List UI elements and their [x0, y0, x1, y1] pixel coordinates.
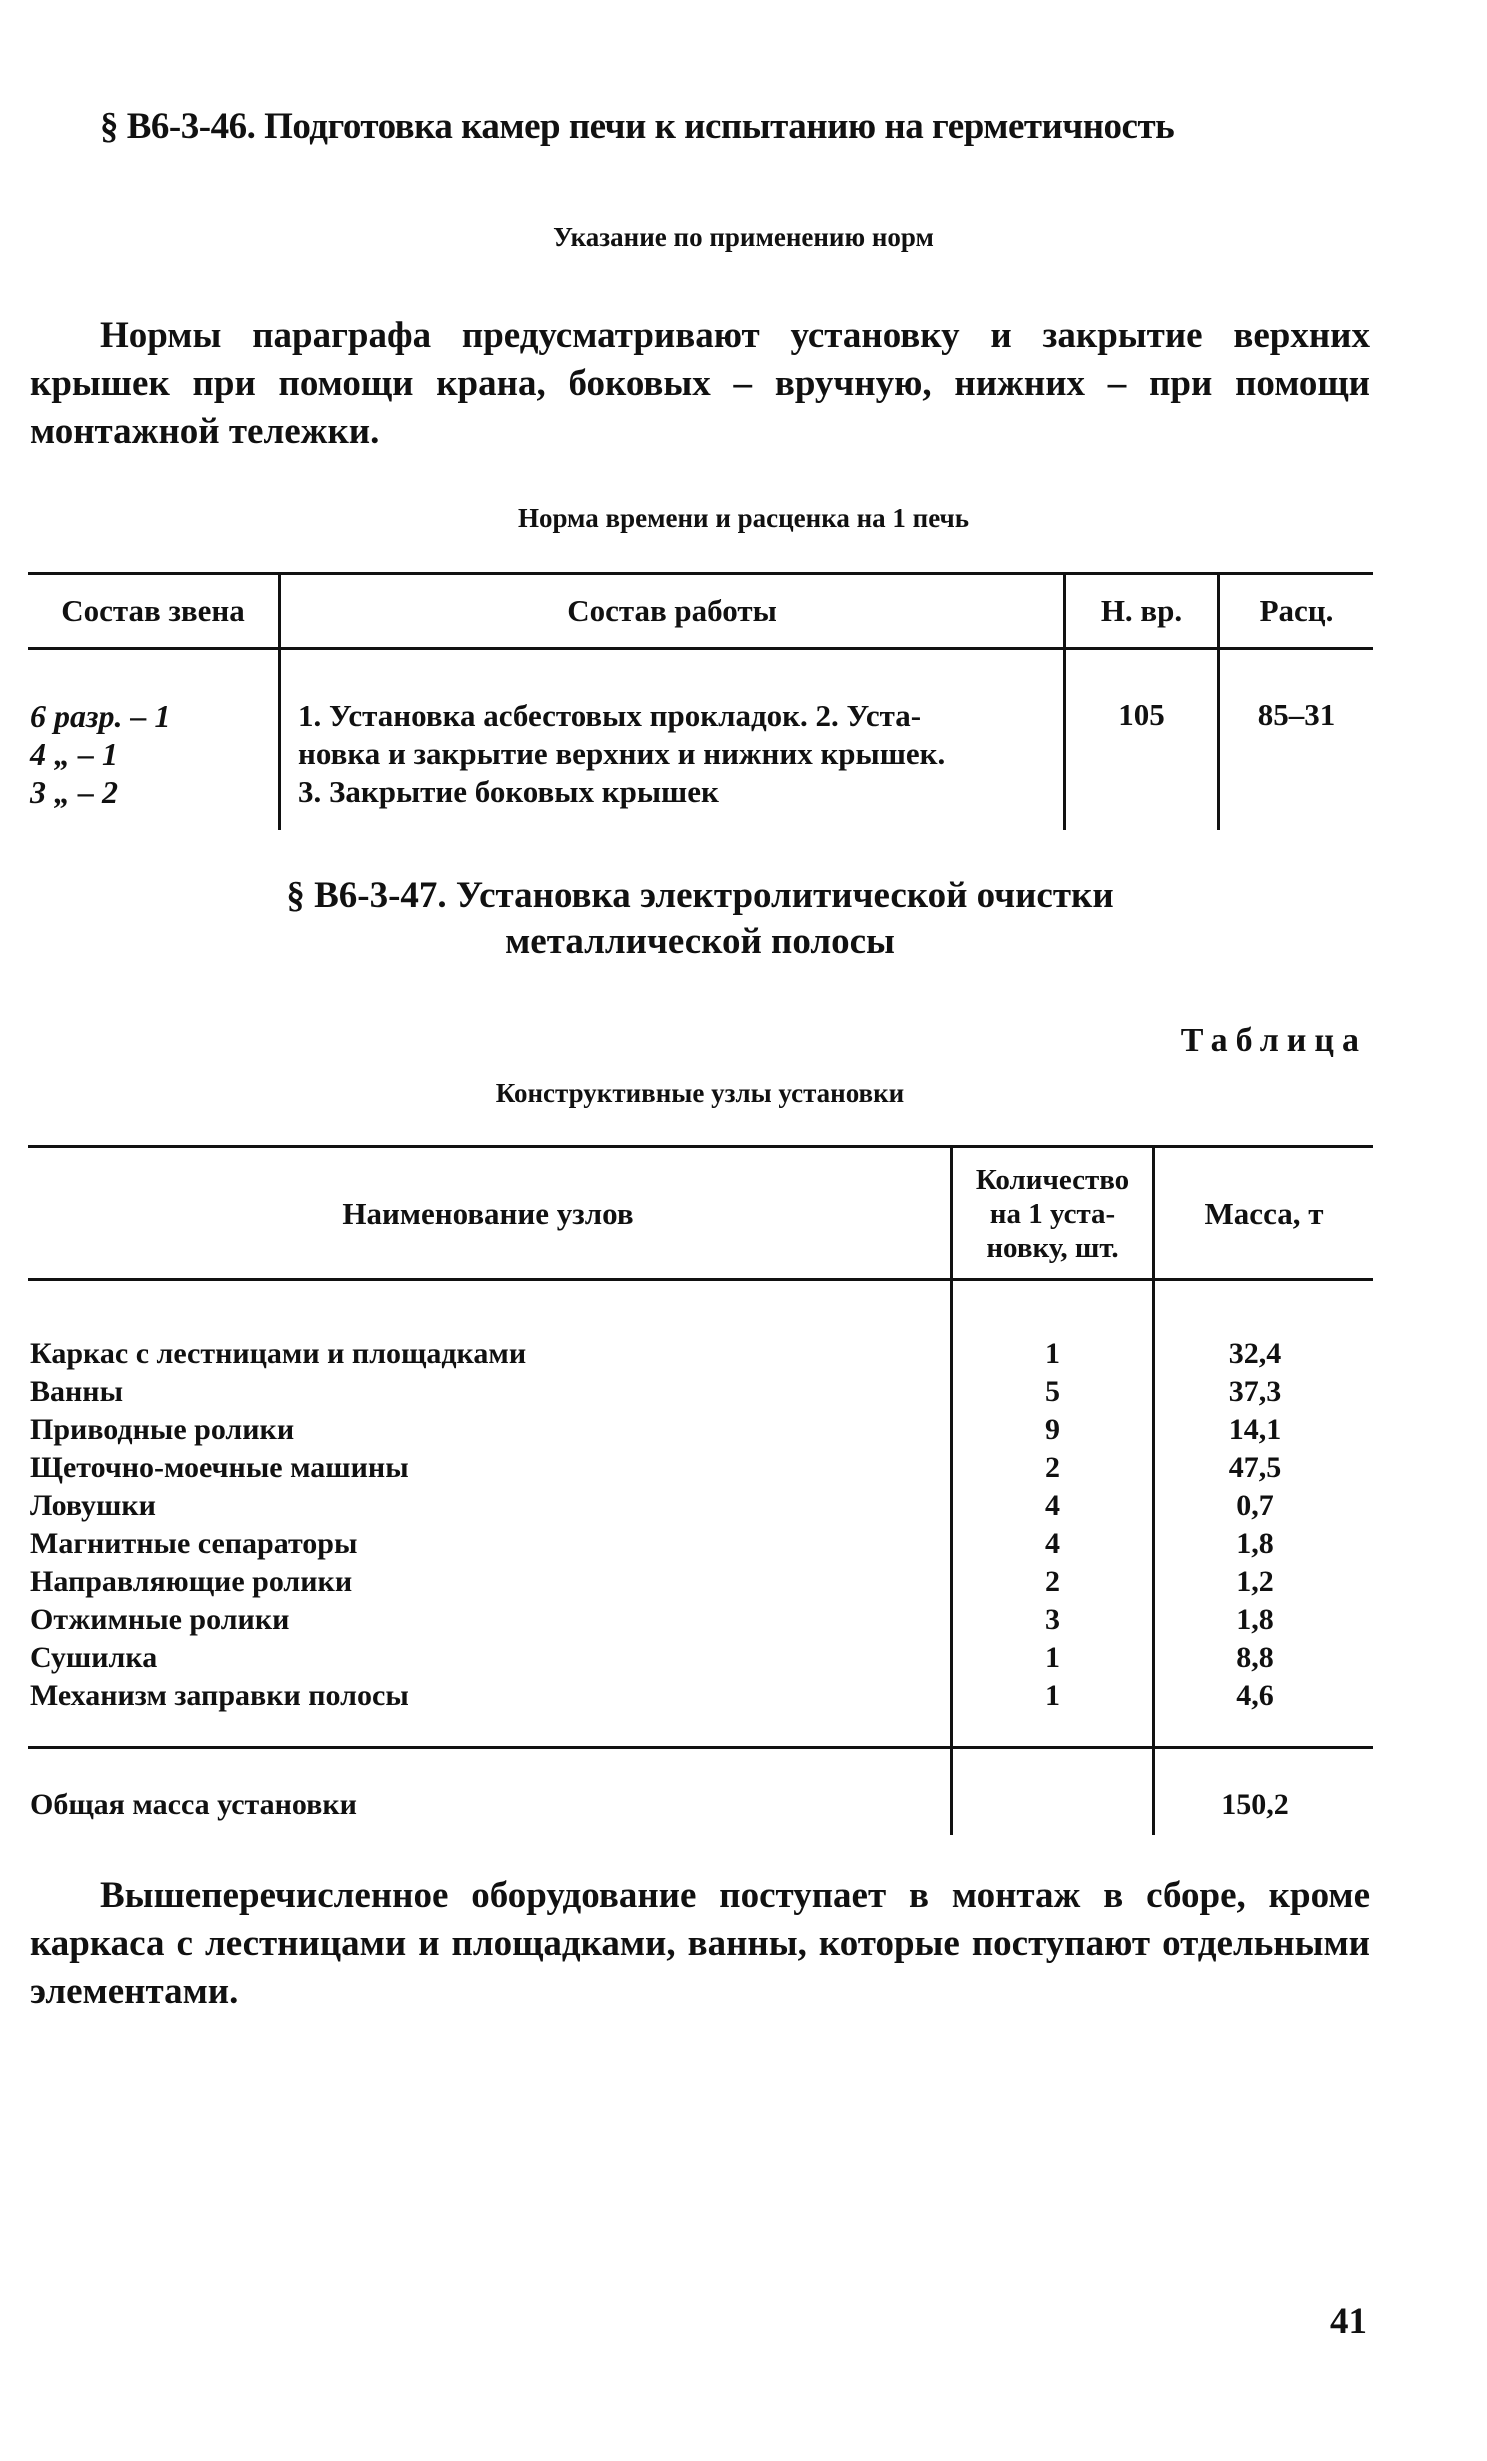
unit-mass: 1,8 [1236, 1603, 1274, 1636]
section-2-paragraph: Вышеперечисленное оборудование поступает в монтаж в сборе, кроме каркаса с лестницами и площадками, ванны, которые поступают отдельными элементами. [30, 1875, 1370, 2012]
unit-mass: 1,8 [1236, 1527, 1274, 1560]
unit-mass: 14,1 [1228, 1413, 1282, 1446]
unit-mass: 47,5 [1228, 1451, 1282, 1484]
unit-name: Отжимные ролики [30, 1603, 290, 1636]
rate-value: 85–31 [1257, 697, 1336, 732]
unit-qty: 3 [1045, 1603, 1060, 1636]
unit-qty: 1 [1045, 1679, 1060, 1712]
total-mass: 150,2 [1221, 1788, 1289, 1821]
header-rate: Расц. [1259, 593, 1334, 628]
unit-mass: 1,2 [1236, 1565, 1274, 1598]
unit-qty: 2 [1045, 1451, 1060, 1484]
unit-mass: 8,8 [1236, 1641, 1274, 1674]
units-table-title: Конструктивные узлы установки [495, 1078, 905, 1108]
total-label: Общая масса установки [30, 1788, 357, 1821]
unit-name: Приводные ролики [30, 1413, 295, 1446]
norm-value: 105 [1118, 697, 1165, 732]
norm-table-title: Норма времени и расценка на 1 печь [517, 503, 970, 533]
work-line: 3. Закрытие боковых крышек [298, 774, 719, 809]
page-number: 41 [1330, 2301, 1367, 2342]
section-1-subtitle: Указание по применению норм [553, 222, 934, 252]
header-norm: Н. вр. [1100, 593, 1183, 628]
header-mass: Масса, т [1204, 1196, 1324, 1231]
unit-name: Ванны [30, 1375, 124, 1408]
crew-line: 4 „ – 1 [30, 736, 118, 772]
header-work: Состав работы [567, 593, 777, 628]
unit-qty: 4 [1045, 1489, 1060, 1522]
unit-mass: 32,4 [1228, 1337, 1282, 1370]
work-line: 1. Установка асбестовых прокладок. 2. Уста- [298, 698, 922, 733]
unit-qty: 1 [1045, 1337, 1060, 1370]
unit-name: Каркас с лестницами и площадками [30, 1337, 527, 1370]
crew-line: 3 „ – 2 [30, 774, 118, 810]
unit-name: Ловушки [30, 1489, 156, 1522]
unit-name: Механизм заправки полосы [30, 1679, 409, 1712]
section-2-title-line2: металлической полосы [505, 921, 895, 962]
unit-qty: 9 [1045, 1413, 1060, 1446]
table-label: Таблица [1180, 1022, 1367, 1059]
section-1-title: § В6-3-46. Подготовка камер печи к испытанию на герметичность [100, 106, 1175, 147]
work-line: новка и закрытие верхних и нижних крышек. [298, 736, 946, 771]
unit-name: Магнитные сепараторы [30, 1527, 358, 1560]
header-qty: Количество на 1 уста- новку, шт. [975, 1164, 1130, 1264]
unit-name: Щеточно-моечные машины [30, 1451, 409, 1484]
crew-line: 6 разр. – 1 [30, 698, 171, 734]
unit-name: Сушилка [30, 1641, 158, 1674]
section-1-paragraph: Нормы параграфа предусматривают установку и закрытие верхних крышек при помощи крана, боковых – вручную, нижних – при помощи монтажной тележки. [30, 315, 1370, 452]
unit-qty: 4 [1045, 1527, 1060, 1560]
unit-qty: 2 [1045, 1565, 1060, 1598]
unit-qty: 1 [1045, 1641, 1060, 1674]
unit-mass: 0,7 [1236, 1489, 1274, 1522]
header-crew: Состав звена [61, 593, 245, 628]
unit-mass: 4,6 [1236, 1679, 1274, 1712]
unit-qty: 5 [1045, 1375, 1060, 1408]
unit-name: Направляющие ролики [30, 1565, 353, 1598]
header-unit-name: Наименование узлов [342, 1196, 634, 1231]
unit-mass: 37,3 [1228, 1375, 1282, 1408]
section-2-title-line1: § В6-3-47. Установка электролитической очистки [286, 875, 1114, 916]
